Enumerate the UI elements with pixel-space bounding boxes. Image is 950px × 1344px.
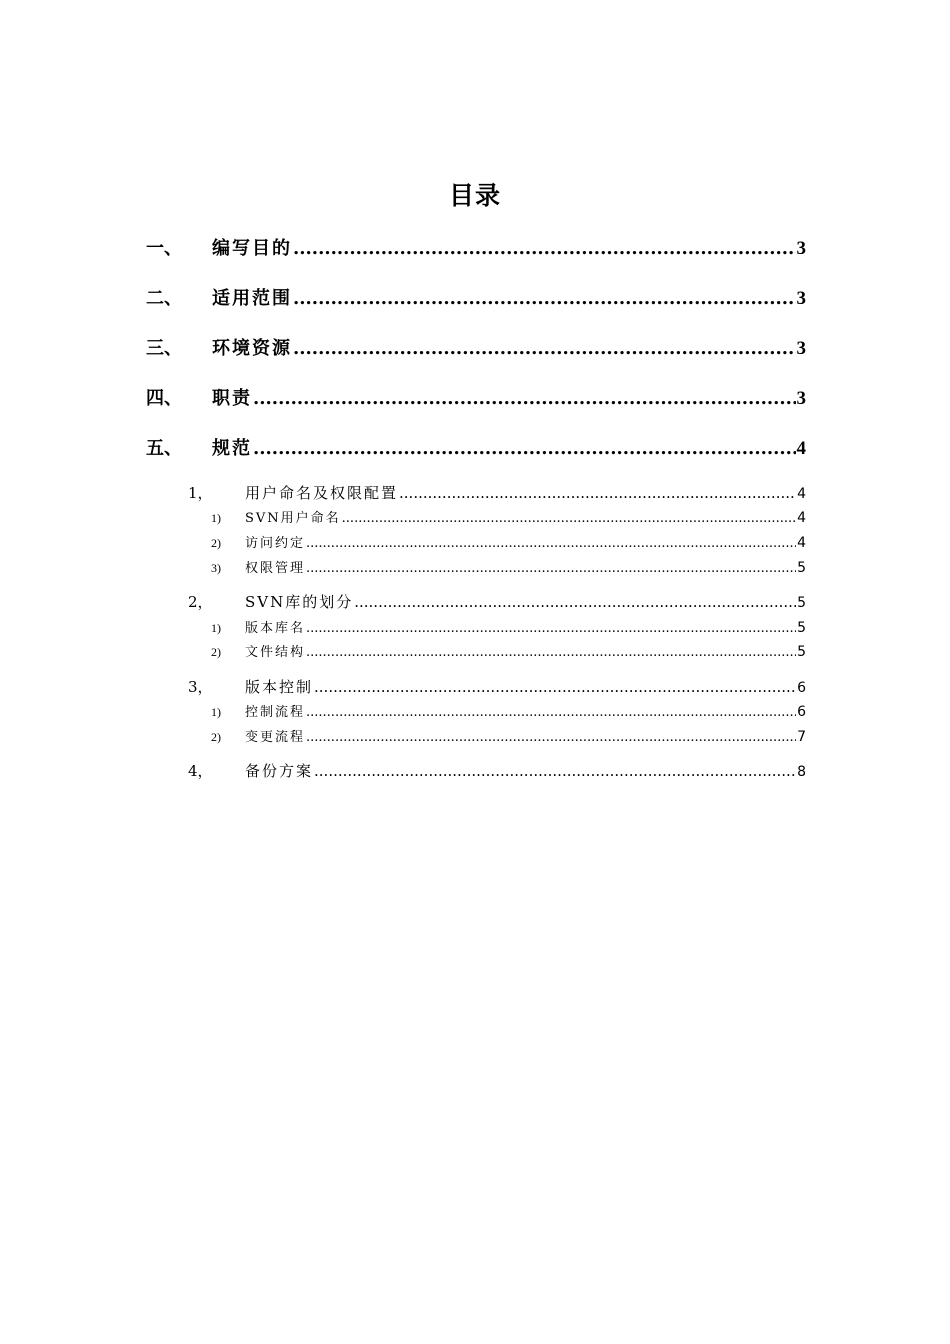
toc-entry-label: 变更流程 [245, 730, 306, 745]
toc-entry-number: 2) [211, 536, 221, 550]
toc-entry-page: 3 [796, 388, 806, 409]
toc-entry-page: 5 [797, 620, 806, 636]
toc-entry-number: 1) [211, 511, 221, 525]
toc-entry-item[interactable] [211, 557, 806, 577]
toc-entry-label: 职责 [212, 388, 252, 409]
toc-entry-item[interactable] [211, 617, 806, 637]
toc-entry-section[interactable] [146, 384, 806, 410]
toc-entry-number: 三、 [146, 338, 182, 359]
toc-entry-page: 5 [797, 595, 806, 611]
toc-entry-page: 8 [797, 764, 806, 780]
toc-dot-leader [306, 561, 796, 576]
toc-entry-label: 文件结构 [245, 645, 306, 660]
toc-entry-number: 4， [188, 762, 213, 780]
toc-dot-leader [354, 593, 796, 611]
toc-entry-label: SVN用户命名 [245, 511, 341, 526]
toc-entry-page: 4 [796, 438, 806, 459]
toc-dot-leader [253, 388, 796, 409]
toc-entry-page: 7 [797, 729, 806, 745]
toc-entry-label: 权限管理 [245, 561, 306, 576]
toc-entry-number: 1) [211, 621, 221, 635]
toc-dot-leader [342, 511, 796, 526]
toc-entry-page: 3 [796, 238, 806, 259]
toc-entry-section[interactable] [146, 284, 806, 310]
toc-entry-number: 3) [211, 561, 221, 575]
toc-entry-section[interactable] [146, 334, 806, 360]
toc-entry-page: 6 [797, 680, 806, 696]
toc-entry-label: 版本控制 [245, 678, 314, 696]
toc-entry-page: 5 [797, 644, 806, 660]
toc-dot-leader [306, 536, 796, 551]
toc-entry-label: 环境资源 [212, 338, 292, 359]
toc-entry-number: 2， [188, 593, 213, 611]
toc-entry-subsection[interactable] [188, 591, 806, 613]
toc-entry-subsection[interactable] [188, 760, 806, 782]
toc-entry-number: 1) [211, 705, 221, 719]
toc-entry-number: 3， [188, 678, 213, 696]
toc-entry-item[interactable] [211, 726, 806, 746]
toc-dot-leader [399, 484, 796, 502]
toc-dot-leader [293, 238, 796, 259]
toc-dot-leader [293, 288, 796, 309]
toc-entry-number: 2) [211, 730, 221, 744]
toc-entry-page: 5 [797, 560, 806, 576]
toc-title: 目录 [448, 181, 501, 210]
toc-dot-leader [314, 678, 796, 696]
toc-entry-item[interactable] [211, 507, 806, 527]
toc-entry-label: 适用范围 [212, 288, 292, 309]
toc-entry-section[interactable] [146, 234, 806, 260]
toc-dot-leader [306, 621, 796, 636]
toc-entry-label: 编写目的 [212, 238, 292, 259]
toc-dot-leader [253, 438, 796, 459]
toc-entry-number: 五、 [146, 438, 182, 459]
toc-dot-leader [293, 338, 796, 359]
toc-entry-section[interactable] [146, 434, 806, 460]
toc-entry-number: 1， [188, 484, 213, 502]
toc-dot-leader [314, 762, 796, 780]
toc-entry-label: 备份方案 [245, 762, 314, 780]
toc-dot-leader [306, 645, 796, 660]
toc-entry-label: 规范 [212, 438, 252, 459]
toc-entry-page: 3 [796, 288, 806, 309]
toc-entry-page: 4 [797, 535, 806, 551]
toc-entry-item[interactable] [211, 701, 806, 721]
toc-entry-label: 版本库名 [245, 621, 306, 636]
toc-entry-number: 2) [211, 645, 221, 659]
toc-entry-label: SVN库的划分 [245, 593, 354, 611]
toc-entry-number: 二、 [146, 288, 182, 309]
toc-entry-page: 3 [796, 338, 806, 359]
toc-entry-subsection[interactable] [188, 676, 806, 698]
toc-entry-subsection[interactable] [188, 482, 806, 504]
toc-entry-label: 用户命名及权限配置 [245, 484, 399, 502]
toc-entry-number: 四、 [146, 388, 182, 409]
toc-entry-page: 4 [797, 510, 806, 526]
toc-entry-page: 4 [797, 486, 806, 502]
toc-dot-leader [306, 730, 796, 745]
toc-dot-leader [306, 705, 796, 720]
toc-entry-page: 6 [797, 704, 806, 720]
toc-entry-item[interactable] [211, 532, 806, 552]
toc-entry-number: 一、 [146, 238, 182, 259]
toc-entry-item[interactable] [211, 641, 806, 661]
toc-entry-label: 访问约定 [245, 536, 306, 551]
toc-entry-label: 控制流程 [245, 705, 306, 720]
